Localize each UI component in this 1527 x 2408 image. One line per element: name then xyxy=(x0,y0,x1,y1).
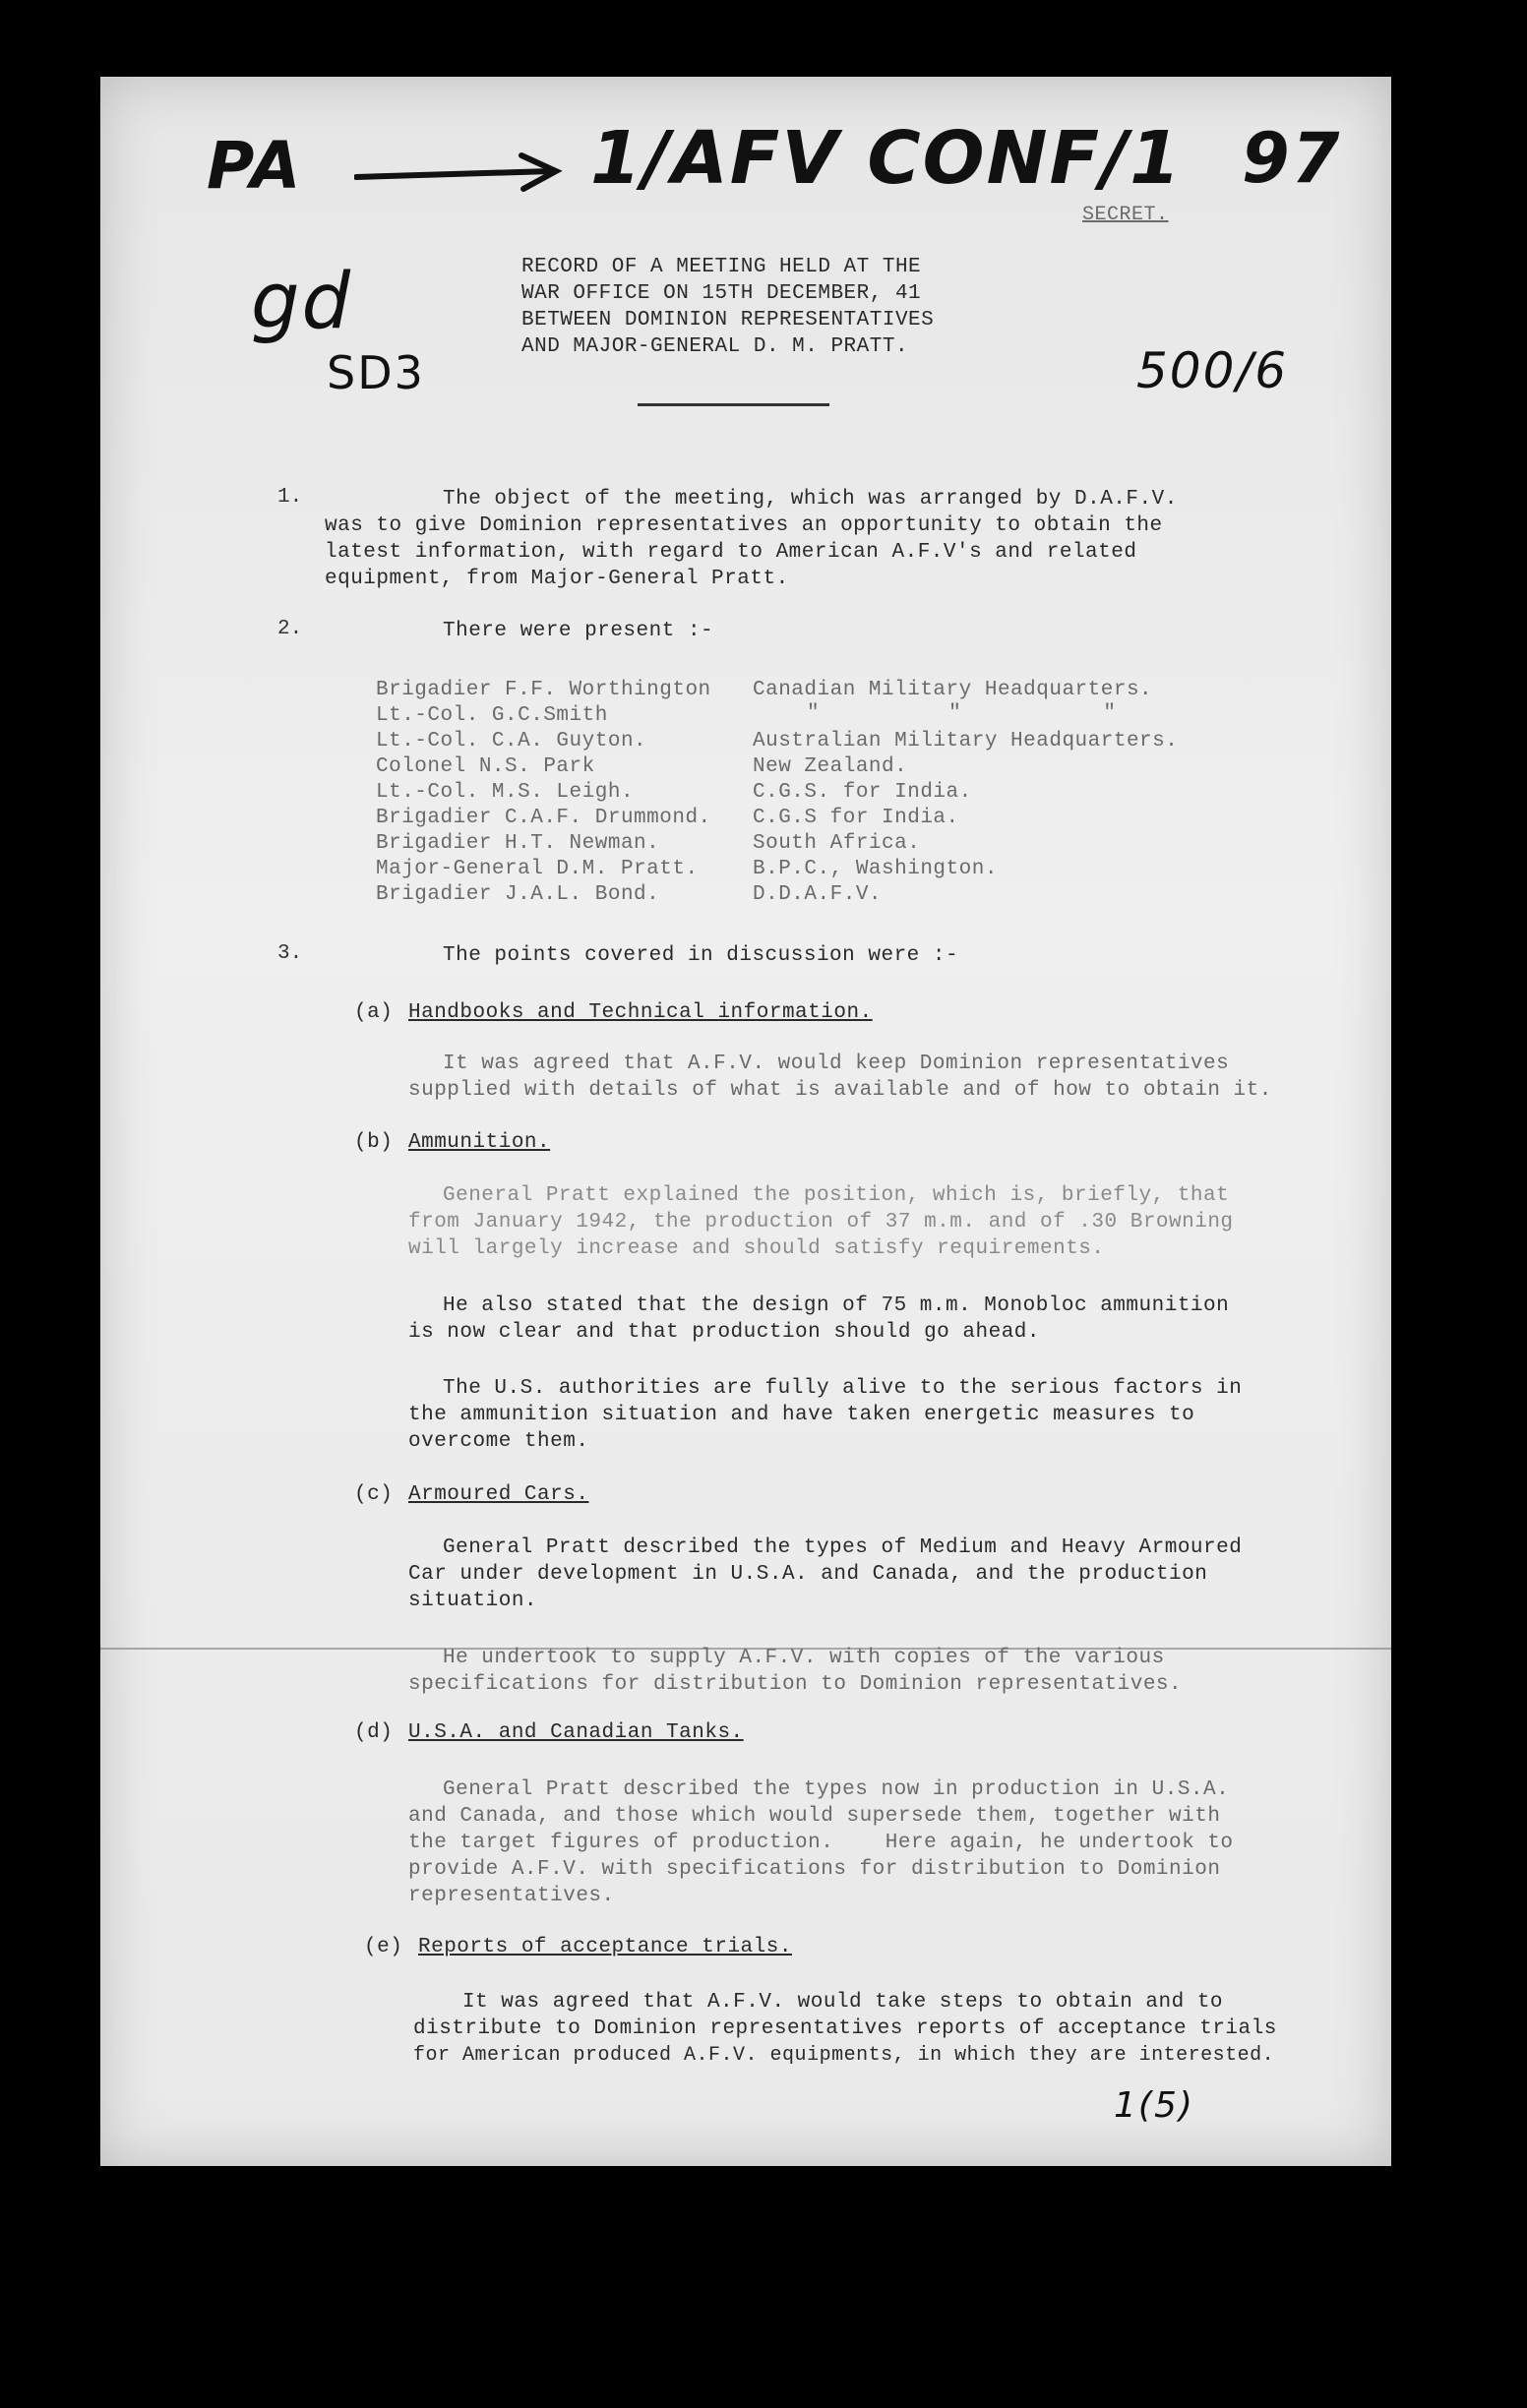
attendee-org: South Africa. xyxy=(753,832,921,855)
attendee-org: C.G.S for India. xyxy=(753,807,959,829)
handwritten-initials-top-left: PA xyxy=(207,128,303,204)
handwritten-bottom-note: 1(5) xyxy=(1114,2085,1194,2126)
paragraph-line: Car under development in U.S.A. and Canada, and the production xyxy=(408,1563,1208,1586)
paragraph-line: is now clear and that production should go ahead. xyxy=(408,1321,1041,1344)
heading-rule xyxy=(638,403,829,406)
attendee-name: Brigadier C.A.F. Drummond. xyxy=(376,807,711,829)
paragraph-line: The U.S. authorities are fully alive to the serious factors in xyxy=(443,1377,1243,1400)
handwritten-side-reference: 500/6 xyxy=(1136,342,1289,399)
classification-mark: SECRET. xyxy=(1082,204,1169,226)
attendees-intro: There were present :- xyxy=(443,620,714,642)
paragraph-line: representatives. xyxy=(408,1885,615,1907)
paragraph-line: He also stated that the design of 75 m.m. Monobloc ammunition xyxy=(443,1294,1230,1317)
attendee-name: Lt.-Col. C.A. Guyton. xyxy=(376,730,647,752)
heading-line: WAR OFFICE ON 15TH DECEMBER, 41 xyxy=(521,282,922,305)
attendee-name: Major-General D.M. Pratt. xyxy=(376,858,699,880)
paragraph-line: equipment, from Major-General Pratt. xyxy=(325,568,789,590)
paragraph-line: the target figures of production. Here again, he undertook to xyxy=(408,1832,1234,1854)
paragraph-line: provide A.F.V. with specifications for distribution to Dominion xyxy=(408,1858,1221,1881)
attendee-name: Colonel N.S. Park xyxy=(376,755,595,778)
item-title: Reports of acceptance trials. xyxy=(418,1936,792,1958)
item-title: U.S.A. and Canadian Tanks. xyxy=(408,1721,744,1744)
heading-line: RECORD OF A MEETING HELD AT THE xyxy=(521,256,922,278)
attendee-name: Lt.-Col. M.S. Leigh. xyxy=(376,781,635,804)
attendee-org: " " " xyxy=(807,702,1117,725)
paragraph-line: General Pratt explained the position, which is, briefly, that xyxy=(443,1184,1230,1207)
attendee-org: B.P.C., Washington. xyxy=(753,858,998,880)
paragraph-line: the ammunition situation and have taken energetic measures to xyxy=(408,1404,1195,1426)
paragraph-line: will largely increase and should satisfy requirements. xyxy=(408,1237,1105,1260)
attendee-org: New Zealand. xyxy=(753,755,908,778)
handwritten-file-reference: 1/AFV CONF/1 xyxy=(590,116,1183,201)
handwritten-margin-note: SD3 xyxy=(327,346,425,399)
item-letter: (a) xyxy=(354,1001,394,1024)
paragraph-line: supplied with details of what is available and of how to obtain it. xyxy=(408,1079,1272,1102)
item-title: Handbooks and Technical information. xyxy=(408,1001,873,1024)
paragraph-line: He undertook to supply A.F.V. with copies of the various xyxy=(443,1647,1165,1669)
paragraph-number: 1. xyxy=(277,486,303,509)
paragraph-line: It was agreed that A.F.V. would take steps to obtain and to xyxy=(462,1991,1224,2014)
attendee-org: Australian Military Headquarters. xyxy=(753,730,1179,752)
attendee-name: Brigadier F.F. Worthington xyxy=(376,679,711,701)
item-letter: (d) xyxy=(354,1721,394,1744)
item-letter: (c) xyxy=(354,1483,394,1506)
paragraph-line: situation. xyxy=(408,1590,538,1612)
item-title: Ammunition. xyxy=(408,1131,551,1154)
discussion-intro: The points covered in discussion were :- xyxy=(443,944,959,967)
paragraph-number: 2. xyxy=(277,618,303,640)
paragraph-line: specifications for distribution to Dominion representatives. xyxy=(408,1673,1183,1696)
attendee-org: Canadian Military Headquarters. xyxy=(753,679,1153,701)
attendee-name: Brigadier H.T. Newman. xyxy=(376,832,660,855)
item-title: Armoured Cars. xyxy=(408,1483,589,1506)
heading-line: AND MAJOR-GENERAL D. M. PRATT. xyxy=(521,335,909,358)
attendee-name: Brigadier J.A.L. Bond. xyxy=(376,883,660,906)
paragraph-line: The object of the meeting, which was arranged by D.A.F.V. xyxy=(443,488,1178,511)
paragraph-line: latest information, with regard to American A.F.V's and related xyxy=(325,541,1137,564)
paragraph-line: General Pratt described the types now in production in U.S.A. xyxy=(443,1778,1230,1801)
paragraph-line: overcome them. xyxy=(408,1430,589,1453)
paragraph-line: General Pratt described the types of Medium and Heavy Armoured xyxy=(443,1536,1243,1559)
paragraph-number: 3. xyxy=(277,942,303,965)
paragraph-line: distribute to Dominion representatives reports of acceptance trials xyxy=(413,2017,1277,2040)
handwritten-folio-number: 97 xyxy=(1242,118,1342,199)
handwritten-margin-initials: gd xyxy=(251,258,353,346)
item-letter: (e) xyxy=(364,1936,403,1958)
paragraph-line: and Canada, and those which would supersede them, together with xyxy=(408,1805,1221,1828)
paragraph-line: was to give Dominion representatives an opportunity to obtain the xyxy=(325,514,1163,537)
paragraph-line: It was agreed that A.F.V. would keep Dominion representatives xyxy=(443,1053,1230,1075)
paragraph-line: for American produced A.F.V. equipments, in which they are interested. xyxy=(413,2044,1275,2067)
attendee-org: D.D.A.F.V. xyxy=(753,883,883,906)
item-letter: (b) xyxy=(354,1131,394,1154)
heading-line: BETWEEN DOMINION REPRESENTATIVES xyxy=(521,309,935,331)
arrow-icon xyxy=(354,148,571,202)
attendee-org: C.G.S. for India. xyxy=(753,781,972,804)
attendee-name: Lt.-Col. G.C.Smith xyxy=(376,704,608,727)
paragraph-line: from January 1942, the production of 37 m.m. and of .30 Browning xyxy=(408,1211,1234,1234)
